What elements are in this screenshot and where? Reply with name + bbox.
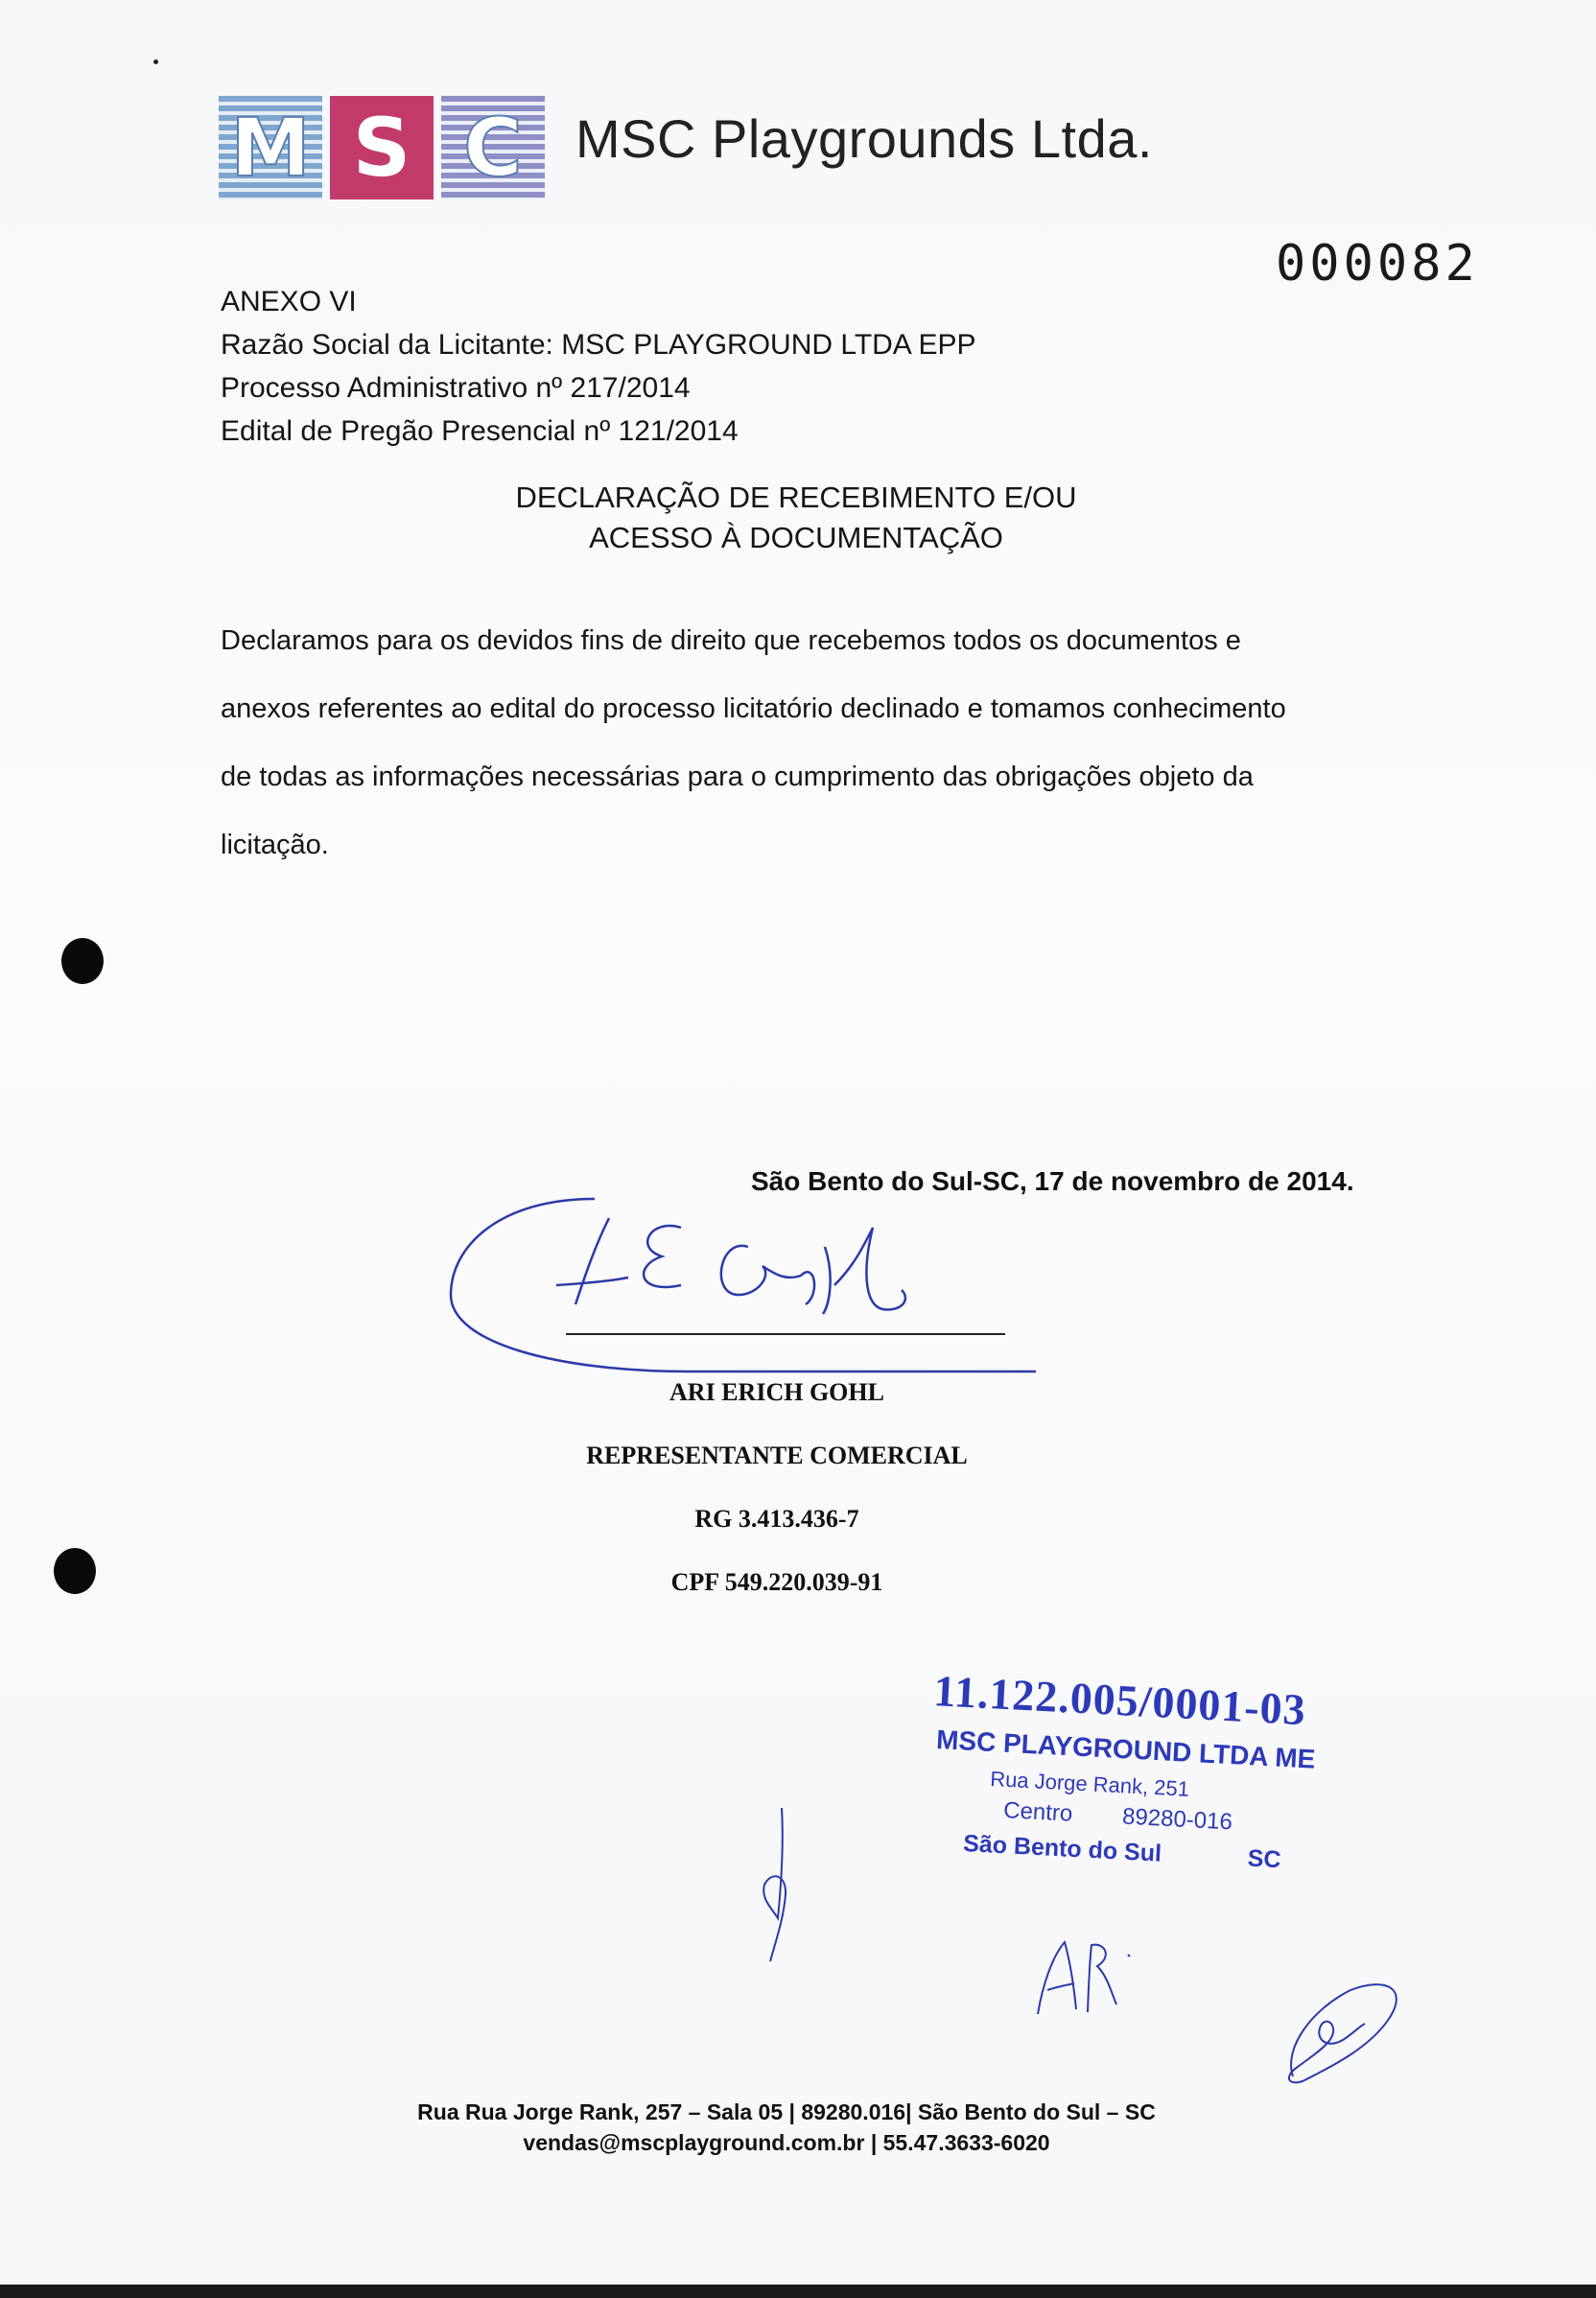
punch-hole <box>61 938 104 984</box>
company-name: MSC Playgrounds Ltda. <box>575 108 1153 169</box>
logo-block-s <box>330 96 434 199</box>
footer-contact: vendas@mscplayground.com.br | 55.47.3633-6020 <box>523 2130 1050 2155</box>
scan-speck <box>153 59 158 64</box>
handwritten-initial <box>743 1803 810 1966</box>
signer-name: ARI ERICH GOHL <box>669 1378 884 1406</box>
stamp-state: SC <box>1247 1844 1282 1874</box>
stamp-company-name: MSC PLAYGROUND LTDA ME <box>935 1724 1317 1774</box>
document-number-stamp: 000082 <box>1276 235 1479 293</box>
document-header <box>221 280 976 453</box>
logo-letter-m: M <box>230 101 311 195</box>
scan-edge <box>0 2285 1596 2298</box>
handwritten-rubric <box>1274 1971 1408 2096</box>
signature-line <box>566 1333 1005 1335</box>
body-line: anexos referentes ao edital do processo licitatório declinado e tomamos conhecimento <box>221 693 1286 724</box>
logo-letter-s: S <box>352 101 411 195</box>
place-and-date: São Bento do Sul-SC, 17 de novembro de 2014. <box>751 1166 1354 1196</box>
stamp-city: São Bento do Sul <box>962 1830 1162 1867</box>
bidder-company: Razão Social da Licitante: MSC PLAYGROUND LTDA EPP <box>221 329 976 361</box>
stamp-cep: 89280-016 <box>1121 1803 1233 1836</box>
declaration-body <box>221 607 1381 879</box>
annex-label: ANEXO VI <box>221 286 357 317</box>
logo-block-m <box>219 96 322 199</box>
handwritten-initials <box>1028 1928 1143 2024</box>
signer-cpf: CPF 549.220.039-91 <box>670 1568 883 1596</box>
signer-rg: RG 3.413.436-7 <box>694 1505 859 1533</box>
stamp-cnpj: 11.122.005/0001-03 <box>932 1665 1307 1735</box>
stamp-district: Centro <box>1002 1797 1073 1827</box>
declaration-title-line1: DECLARAÇÃO DE RECEBIMENTO E/OU <box>515 481 1077 514</box>
handwritten-signature <box>441 1189 1055 1381</box>
body-line: de todas as informações necessárias para o cumprimento das obrigações objeto da <box>221 762 1254 792</box>
signer-role: REPRESENTANTE COMERCIAL <box>586 1442 968 1469</box>
body-line: licitação. <box>221 830 329 860</box>
letterhead-footer <box>307 2097 1266 2158</box>
logo-block-c <box>441 96 545 199</box>
stamp-district-cep <box>1003 1797 1233 1836</box>
footer-address: Rua Rua Jorge Rank, 257 – Sala 05 | 89280.016| São Bento do Sul – SC <box>417 2099 1156 2124</box>
declaration-title-line2: ACESSO À DOCUMENTAÇÃO <box>589 521 1003 554</box>
punch-hole <box>54 1548 96 1594</box>
logo-letter-c: C <box>463 101 523 195</box>
body-line: Declaramos para os devidos fins de direito que recebemos todos os documentos e <box>221 625 1241 656</box>
stamp-city-state <box>962 1830 1281 1874</box>
administrative-process: Processo Administrativo nº 217/2014 <box>221 372 691 404</box>
edital-number: Edital de Pregão Presencial nº 121/2014 <box>221 415 739 447</box>
declaration-title <box>317 478 1276 558</box>
stamp-address: Rua Jorge Rank, 251 <box>989 1767 1190 1801</box>
company-cnpj-stamp <box>932 1665 1415 1886</box>
